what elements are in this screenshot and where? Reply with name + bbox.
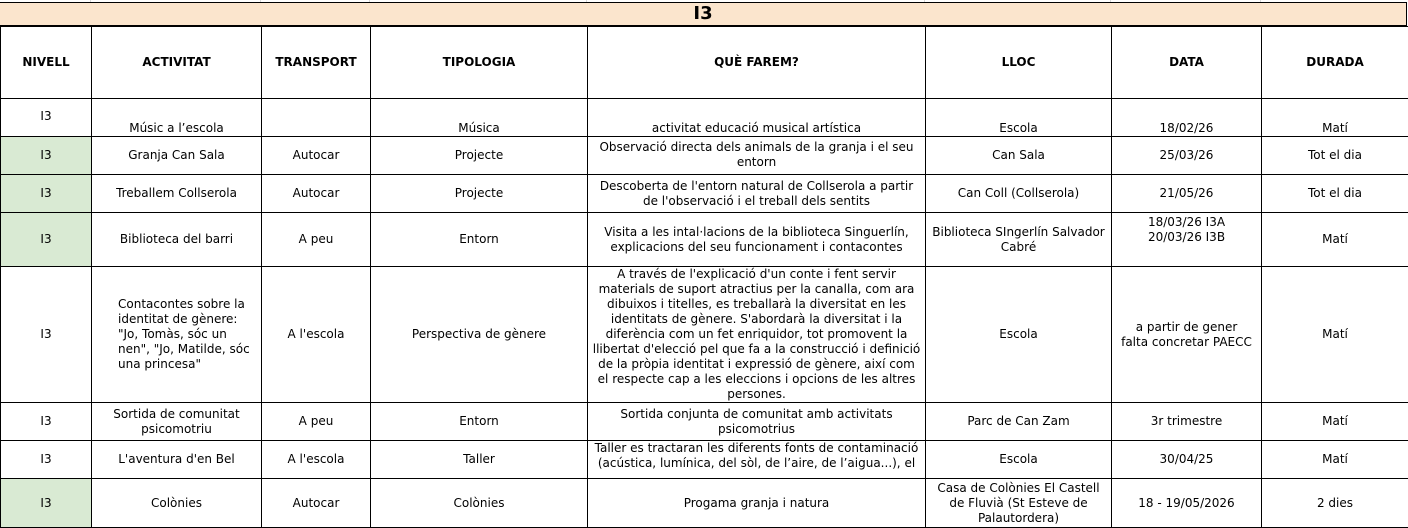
cell-transport[interactable]: A l'escola xyxy=(262,267,371,403)
activities-table xyxy=(0,26,1408,528)
cell-nivell[interactable]: I3 xyxy=(1,213,92,267)
table-row xyxy=(1,99,1408,137)
cell-activitat[interactable]: Treballem Collserola xyxy=(92,175,262,213)
cell-que-farem[interactable]: Progama granja i natura xyxy=(588,479,926,528)
cell-data[interactable]: 25/03/26 xyxy=(1112,137,1262,175)
cell-data[interactable]: 18/03/26 I3A 20/03/26 I3B xyxy=(1112,213,1262,267)
cell-data[interactable]: 21/05/26 xyxy=(1112,175,1262,213)
cell-activitat[interactable]: Granja Can Sala xyxy=(92,137,262,175)
table-row xyxy=(1,403,1408,441)
cell-nivell[interactable]: I3 xyxy=(1,137,92,175)
cell-que-farem[interactable]: Sortida conjunta de comunitat amb activitats psicomotrius xyxy=(588,403,926,441)
cell-nivell[interactable]: I3 xyxy=(1,267,92,403)
cell-transport[interactable]: A l'escola xyxy=(262,441,371,479)
table-row xyxy=(1,267,1408,403)
cell-tipologia[interactable]: Taller xyxy=(371,441,588,479)
cell-data[interactable]: 18/02/26 xyxy=(1112,99,1262,137)
cell-nivell[interactable]: I3 xyxy=(1,403,92,441)
cell-transport[interactable] xyxy=(262,99,371,137)
cell-que-farem[interactable]: A través de l'explicació d'un conte i fent servir materials de suport atractius per la canalla, com ara dibuixos i titelles, es treballarà la diversitat en les identitats de gènere. S'abordarà la diversitat i la diferència com un fet enriquidor, tot promovent la llibertat d'elecció pel que fa a la construcció i definició de la pròpia identitat i expressió de gènere, així com el respecte cap a les eleccions i opcions de les altres persones. xyxy=(588,267,926,403)
header-activitat[interactable]: ACTIVITAT xyxy=(92,27,262,99)
cell-tipologia[interactable]: Projecte xyxy=(371,137,588,175)
cell-tipologia[interactable]: Colònies xyxy=(371,479,588,528)
cell-activitat[interactable]: Colònies xyxy=(92,479,262,528)
cell-lloc[interactable]: Can Coll (Collserola) xyxy=(926,175,1112,213)
cell-data[interactable]: 30/04/25 xyxy=(1112,441,1262,479)
cell-transport[interactable]: A peu xyxy=(262,403,371,441)
cell-text: Taller es tractaran les diferents fonts de contaminació (acústica, lumínica, del sòl, de l’aire, de l’aigua...), el xyxy=(594,441,919,470)
cell-activitat[interactable]: Sortida de comunitat psicomotriu xyxy=(92,403,262,441)
cell-que-farem[interactable]: Descoberta de l'entorn natural de Collserola a partir de l'observació i el treball dels sentits xyxy=(588,175,926,213)
cell-lloc[interactable]: Parc de Can Zam xyxy=(926,403,1112,441)
cell-nivell[interactable]: I3 xyxy=(1,441,92,479)
cell-que-farem[interactable]: activitat educació musical artística xyxy=(588,99,926,137)
cell-lloc[interactable]: Casa de Colònies El Castell de Fluvià (St Esteve de Palautordera) xyxy=(926,479,1112,528)
cell-que-farem[interactable]: Visita a les intal·lacions de la biblioteca Singuerlín, explicacions del seu funcionament i contacontes xyxy=(588,213,926,267)
cell-durada[interactable]: 2 dies xyxy=(1262,479,1408,528)
header-transport[interactable]: TRANSPORT xyxy=(262,27,371,99)
cell-durada[interactable]: Matí xyxy=(1262,267,1408,403)
sheet-title[interactable]: I3 xyxy=(0,2,1407,26)
cell-nivell[interactable]: I3 xyxy=(1,99,92,137)
cell-data[interactable]: 18 - 19/05/2026 xyxy=(1112,479,1262,528)
cell-que-farem[interactable] xyxy=(588,441,926,479)
cell-durada[interactable]: Matí xyxy=(1262,403,1408,441)
header-tipologia[interactable]: TIPOLOGIA xyxy=(371,27,588,99)
cell-activitat[interactable]: L'aventura d'en Bel xyxy=(92,441,262,479)
header-data[interactable]: DATA xyxy=(1112,27,1262,99)
header-durada[interactable]: DURADA xyxy=(1262,27,1408,99)
cell-que-farem[interactable]: Observació directa dels animals de la granja i el seu entorn xyxy=(588,137,926,175)
table-row xyxy=(1,213,1408,267)
cell-activitat[interactable]: Músic a l’escola xyxy=(92,99,262,137)
cell-nivell[interactable]: I3 xyxy=(1,479,92,528)
cell-durada[interactable]: Matí xyxy=(1262,441,1408,479)
header-que-farem[interactable]: QUÈ FAREM? xyxy=(588,27,926,99)
cell-activitat[interactable]: Biblioteca del barri xyxy=(92,213,262,267)
cell-tipologia[interactable]: Projecte xyxy=(371,175,588,213)
cell-nivell[interactable]: I3 xyxy=(1,175,92,213)
header-nivell[interactable]: NIVELL xyxy=(1,27,92,99)
table-row xyxy=(1,175,1408,213)
cell-lloc[interactable]: Escola xyxy=(926,441,1112,479)
cell-durada[interactable]: Matí xyxy=(1262,213,1408,267)
cell-tipologia[interactable]: Perspectiva de gènere xyxy=(371,267,588,403)
cell-tipologia[interactable]: Entorn xyxy=(371,213,588,267)
cell-tipologia[interactable]: Música xyxy=(371,99,588,137)
cell-durada[interactable]: Tot el dia xyxy=(1262,137,1408,175)
cell-data[interactable]: 3r trimestre xyxy=(1112,403,1262,441)
cell-durada[interactable]: Tot el dia xyxy=(1262,175,1408,213)
table-row xyxy=(1,441,1408,479)
cell-tipologia[interactable]: Entorn xyxy=(371,403,588,441)
header-row xyxy=(1,27,1408,99)
cell-lloc[interactable]: Escola xyxy=(926,99,1112,137)
cell-transport[interactable]: Autocar xyxy=(262,137,371,175)
cell-transport[interactable]: A peu xyxy=(262,213,371,267)
table-row xyxy=(1,137,1408,175)
cell-durada[interactable]: Matí xyxy=(1262,99,1408,137)
cell-transport[interactable]: Autocar xyxy=(262,479,371,528)
cell-data[interactable]: a partir de gener falta concretar PAECC xyxy=(1112,267,1262,403)
cell-transport[interactable]: Autocar xyxy=(262,175,371,213)
header-lloc[interactable]: LLOC xyxy=(926,27,1112,99)
cell-lloc[interactable]: Escola xyxy=(926,267,1112,403)
table-row xyxy=(1,479,1408,528)
cell-lloc[interactable]: Biblioteca SIngerlín Salvador Cabré xyxy=(926,213,1112,267)
cell-activitat[interactable]: Contacontes sobre la identitat de gènere: "Jo, Tomàs, sóc un nen", "Jo, Matilde, sóc una princesa" xyxy=(92,267,262,403)
cell-lloc[interactable]: Can Sala xyxy=(926,137,1112,175)
